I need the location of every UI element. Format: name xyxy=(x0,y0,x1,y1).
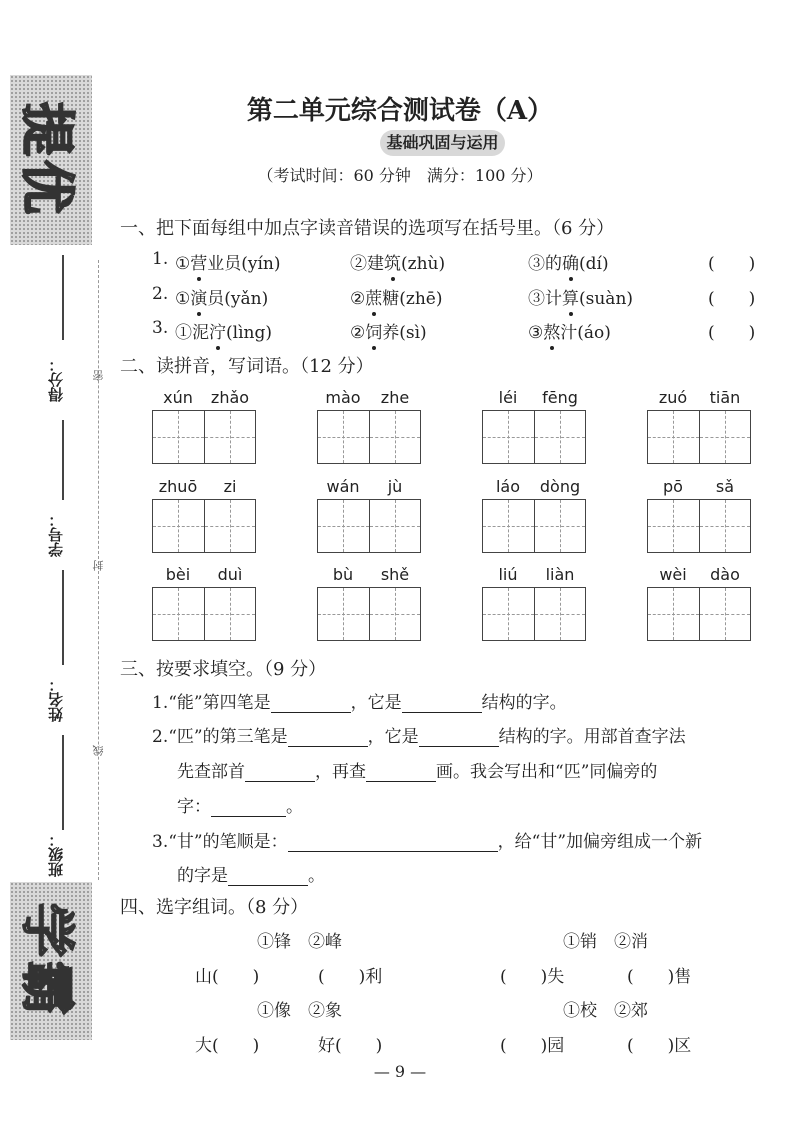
s1-row-3-option-b: ②饲养(sì) xyxy=(350,318,427,343)
pinyin-syllable: sǎ xyxy=(715,477,735,496)
pinyin-syllable: dòng xyxy=(539,477,581,496)
pinyin-syllable: liàn xyxy=(545,565,575,584)
answer-blank[interactable] xyxy=(366,763,436,782)
pinyin-syllable: liú xyxy=(498,565,518,584)
s4-item[interactable]: ( )失 xyxy=(500,967,565,987)
answer-blank[interactable] xyxy=(288,833,498,852)
s3-q3-line1: 3.“甘”的笔顺是： ，给“甘”加偏旁组成一个新 xyxy=(152,832,703,852)
pinyin-syllable: tiān xyxy=(709,388,741,407)
pinyin-syllable: bèi xyxy=(165,565,191,584)
writing-grid[interactable] xyxy=(647,499,751,553)
student-number-label: 学号： xyxy=(47,512,65,558)
writing-grid[interactable] xyxy=(482,410,586,464)
writing-grid[interactable] xyxy=(317,587,421,641)
seal-char-xian: 线 xyxy=(92,745,105,756)
s1-row-2-answer[interactable]: ( ) xyxy=(708,289,756,309)
pinyin-syllable: láo xyxy=(495,477,521,496)
margin-line xyxy=(62,420,64,500)
answer-blank[interactable] xyxy=(419,728,499,747)
s3-q2-line2: 先查部首 ，再查 画。我会写出和“匹”同偏旁的 xyxy=(177,762,658,782)
s4-item[interactable]: ( )园 xyxy=(500,1036,565,1056)
section-3-heading: 三、按要求填空。（9 分） xyxy=(120,659,327,680)
s3-q3-line2: 的字是 。 xyxy=(177,866,325,886)
s1-row-3-option-c: ③熬汁(áo) xyxy=(528,318,611,343)
pinyin-syllable: bù xyxy=(332,565,354,584)
writing-grid[interactable] xyxy=(482,499,586,553)
section-4-heading: 四、选字组词。（8 分） xyxy=(120,897,309,918)
answer-blank[interactable] xyxy=(271,694,351,713)
writing-grid[interactable] xyxy=(482,587,586,641)
writing-grid[interactable] xyxy=(317,410,421,464)
page-number: — 9 — xyxy=(373,1062,427,1081)
s4-options-1a: ①锋 ②峰 xyxy=(257,932,342,952)
answer-blank[interactable] xyxy=(228,867,308,886)
s1-row-2-option-c: ③计算(suàn) xyxy=(528,284,633,309)
class-label: 班级： xyxy=(47,832,65,878)
band-text-bottom: 学霸 xyxy=(15,903,79,1019)
writing-grid[interactable] xyxy=(152,499,256,553)
s4-item[interactable]: ( )区 xyxy=(627,1036,692,1056)
seal-char-mi: 密 xyxy=(92,370,105,381)
s1-row-2-option-b: ②蔗糖(zhē) xyxy=(350,284,442,309)
margin-line xyxy=(62,570,64,665)
s1-row-1-num: 1. xyxy=(152,249,169,269)
name-label: 姓名： xyxy=(47,677,65,723)
answer-blank[interactable] xyxy=(402,694,482,713)
s1-row-2-option-a: ①演员(yǎn) xyxy=(175,284,268,309)
s4-item[interactable]: 大( ) xyxy=(195,1036,260,1056)
band-text-top: 提优 xyxy=(15,102,79,218)
exam-info: （考试时间：60 分钟 满分：100 分） xyxy=(257,166,543,185)
pinyin-syllable: zi xyxy=(223,477,237,496)
pinyin-syllable: wèi xyxy=(659,565,687,584)
s4-item[interactable]: ( )售 xyxy=(627,967,692,987)
pinyin-syllable: zhuō xyxy=(158,477,198,496)
answer-blank[interactable] xyxy=(245,763,315,782)
s3-q1: 1.“能”第四笔是 ，它是 结构的字。 xyxy=(152,693,567,713)
section-2-heading: 二、读拼音，写词语。（12 分） xyxy=(120,356,374,377)
seal-char-feng: 封 xyxy=(92,560,105,571)
writing-grid[interactable] xyxy=(647,410,751,464)
pinyin-syllable: xún xyxy=(163,388,193,407)
subtitle-badge: 基础巩固与运用 xyxy=(380,130,505,156)
writing-grid[interactable] xyxy=(152,410,256,464)
s1-row-1-option-b: ②建筑(zhù) xyxy=(350,249,445,274)
s1-row-3-num: 3. xyxy=(152,318,169,338)
pinyin-syllable: zuó xyxy=(658,388,688,407)
pinyin-syllable: mào xyxy=(325,388,361,407)
s1-row-3-option-a: ①泥泞(lìng) xyxy=(175,318,272,343)
writing-grid[interactable] xyxy=(647,587,751,641)
pinyin-syllable: pō xyxy=(663,477,683,496)
s1-row-3-answer[interactable]: ( ) xyxy=(708,323,756,343)
s4-item[interactable]: ( )利 xyxy=(318,967,383,987)
pinyin-syllable: zhǎo xyxy=(210,388,250,407)
s4-item[interactable]: 好( ) xyxy=(318,1036,383,1056)
s4-options-1b: ①销 ②消 xyxy=(563,932,648,952)
pinyin-syllable: dào xyxy=(710,565,740,584)
pinyin-syllable: shě xyxy=(380,565,410,584)
s4-options-2a: ①像 ②象 xyxy=(257,1001,342,1021)
answer-blank[interactable] xyxy=(211,798,286,817)
writing-grid[interactable] xyxy=(152,587,256,641)
s1-row-1-answer[interactable]: ( ) xyxy=(708,254,756,274)
pinyin-syllable: wán xyxy=(326,477,360,496)
section-1-heading: 一、把下面每组中加点字读音错误的选项写在括号里。（6 分） xyxy=(120,218,615,239)
margin-line xyxy=(62,735,64,830)
pinyin-syllable: jù xyxy=(387,477,403,496)
s4-options-2b: ①校 ②郊 xyxy=(563,1001,648,1021)
s1-row-1-option-a: ①营业员(yín) xyxy=(175,249,281,274)
s1-row-2-num: 2. xyxy=(152,284,169,304)
page-title: 第二单元综合测试卷（A） xyxy=(246,96,554,126)
s3-q2-line3: 字： 。 xyxy=(177,797,303,817)
pinyin-syllable: zhe xyxy=(380,388,410,407)
answer-blank[interactable] xyxy=(288,728,368,747)
s3-q2-line1: 2.“匹”的第三笔是 ，它是 结构的字。用部首查字法 xyxy=(152,727,686,747)
pinyin-syllable: duì xyxy=(217,565,243,584)
margin-line xyxy=(62,255,64,340)
pinyin-syllable: fēng xyxy=(542,388,578,407)
s4-item[interactable]: 山( ) xyxy=(195,967,260,987)
writing-grid[interactable] xyxy=(317,499,421,553)
score-label: 得分： xyxy=(47,357,65,403)
bottom-decoration-band xyxy=(10,882,92,1040)
s1-row-1-option-c: ③的确(dí) xyxy=(528,249,609,274)
pinyin-syllable: léi xyxy=(498,388,518,407)
